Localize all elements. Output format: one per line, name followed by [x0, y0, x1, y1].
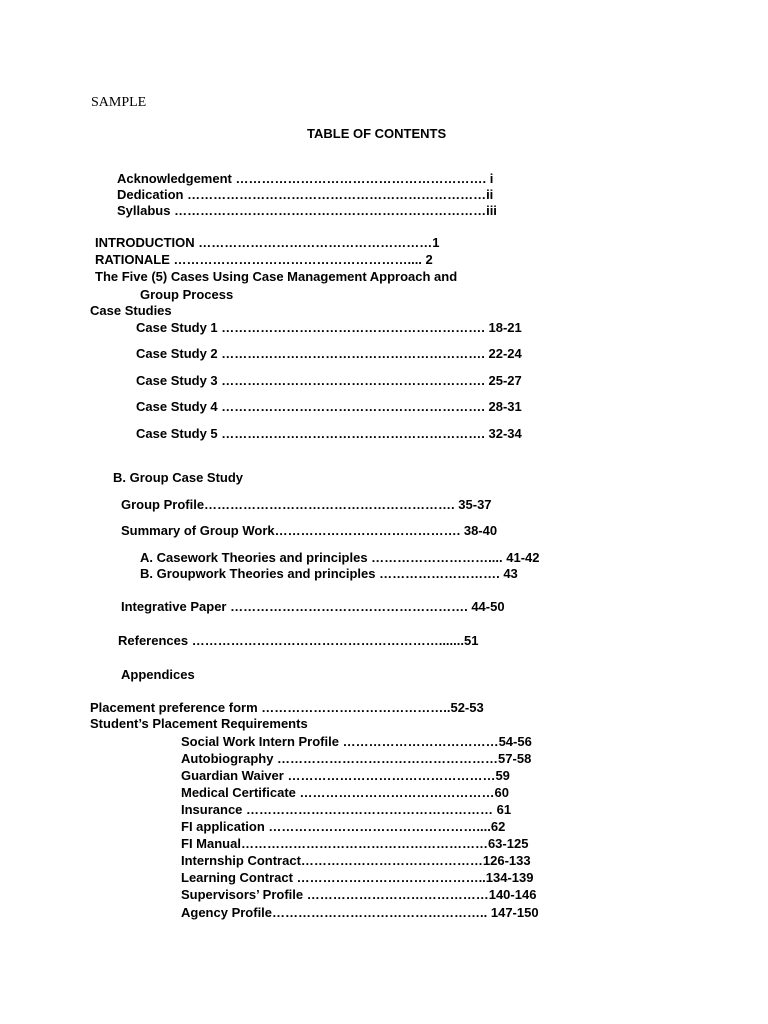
- toc-entry-placement-preference: Placement preference form ……………………………………..52-53: [90, 700, 484, 715]
- toc-entry-case-study-3: Case Study 3 ……………………………………………………. 25-27: [136, 373, 522, 388]
- toc-entry-rationale: RATIONALE ……………………………………………….... 2: [95, 252, 433, 267]
- toc-entry-agency-profile: Agency Profile………………………………………….. 147-150: [181, 905, 539, 920]
- toc-entry-dedication: Dedication ……………………………………………………………ii: [117, 187, 494, 202]
- toc-entry-learning-contract: Learning Contract ……………………………………..134-139: [181, 870, 534, 885]
- toc-entry-case-study-2: Case Study 2 ……………………………………………………. 22-24: [136, 346, 522, 361]
- appendices-heading: Appendices: [121, 667, 195, 682]
- toc-entry-summary-group-work: Summary of Group Work……………………………………. 38-40: [121, 523, 498, 538]
- toc-entry-references: References ………………………………………………….......51: [118, 633, 479, 648]
- toc-entry-five-cases-cont: Group Process: [140, 287, 234, 302]
- toc-entry-insurance: Insurance ………………………………………………… 61: [181, 802, 512, 817]
- toc-entry-introduction: INTRODUCTION ………………………………………………1: [95, 235, 440, 250]
- toc-entry-five-cases: The Five (5) Cases Using Case Management Approach and: [95, 269, 458, 284]
- toc-entry-acknowledgement: Acknowledgement …………………………………………………. i: [117, 171, 494, 186]
- toc-title: TABLE OF CONTENTS: [307, 126, 447, 141]
- toc-entry-internship-contract: Internship Contract……………………………………126-133: [181, 853, 531, 868]
- toc-entry-groupwork-theories: B. Groupwork Theories and principles ………………………. 43: [140, 566, 518, 581]
- toc-entry-integrative-paper: Integrative Paper ………………………………………………. 44-50: [121, 599, 505, 614]
- sample-label: SAMPLE: [91, 95, 147, 110]
- toc-entry-intern-profile: Social Work Intern Profile ………………………………54-56: [181, 734, 532, 749]
- case-studies-heading: Case Studies: [90, 303, 172, 318]
- toc-entry-fi-application: FI application …………………………………………....62: [181, 819, 506, 834]
- toc-entry-case-study-4: Case Study 4 ……………………………………………………. 28-31: [136, 399, 522, 414]
- toc-entry-syllabus: Syllabus ………………………………………………………………iii: [117, 203, 497, 218]
- toc-entry-autobiography: Autobiography ……………………………………………57-58: [181, 751, 532, 766]
- placement-requirements-heading: Student’s Placement Requirements: [90, 716, 308, 731]
- toc-entry-group-profile: Group Profile…………………………………………………. 35-37: [121, 497, 492, 512]
- toc-entry-supervisors-profile: Supervisors’ Profile ……………………………………140-146: [181, 887, 537, 902]
- toc-entry-case-study-1: Case Study 1 ……………………………………………………. 18-21: [136, 320, 522, 335]
- toc-entry-guardian-waiver: Guardian Waiver …………………………………………59: [181, 768, 510, 783]
- group-case-study-heading: B. Group Case Study: [113, 470, 244, 485]
- toc-entry-fi-manual: FI Manual…………………………………………………63-125: [181, 836, 529, 851]
- toc-entry-medical-certificate: Medical Certificate ………………………………………60: [181, 785, 509, 800]
- toc-entry-casework-theories: A. Casework Theories and principles ……………………….... 41-42: [140, 550, 540, 565]
- toc-entry-case-study-5: Case Study 5 ……………………………………………………. 32-34: [136, 426, 522, 441]
